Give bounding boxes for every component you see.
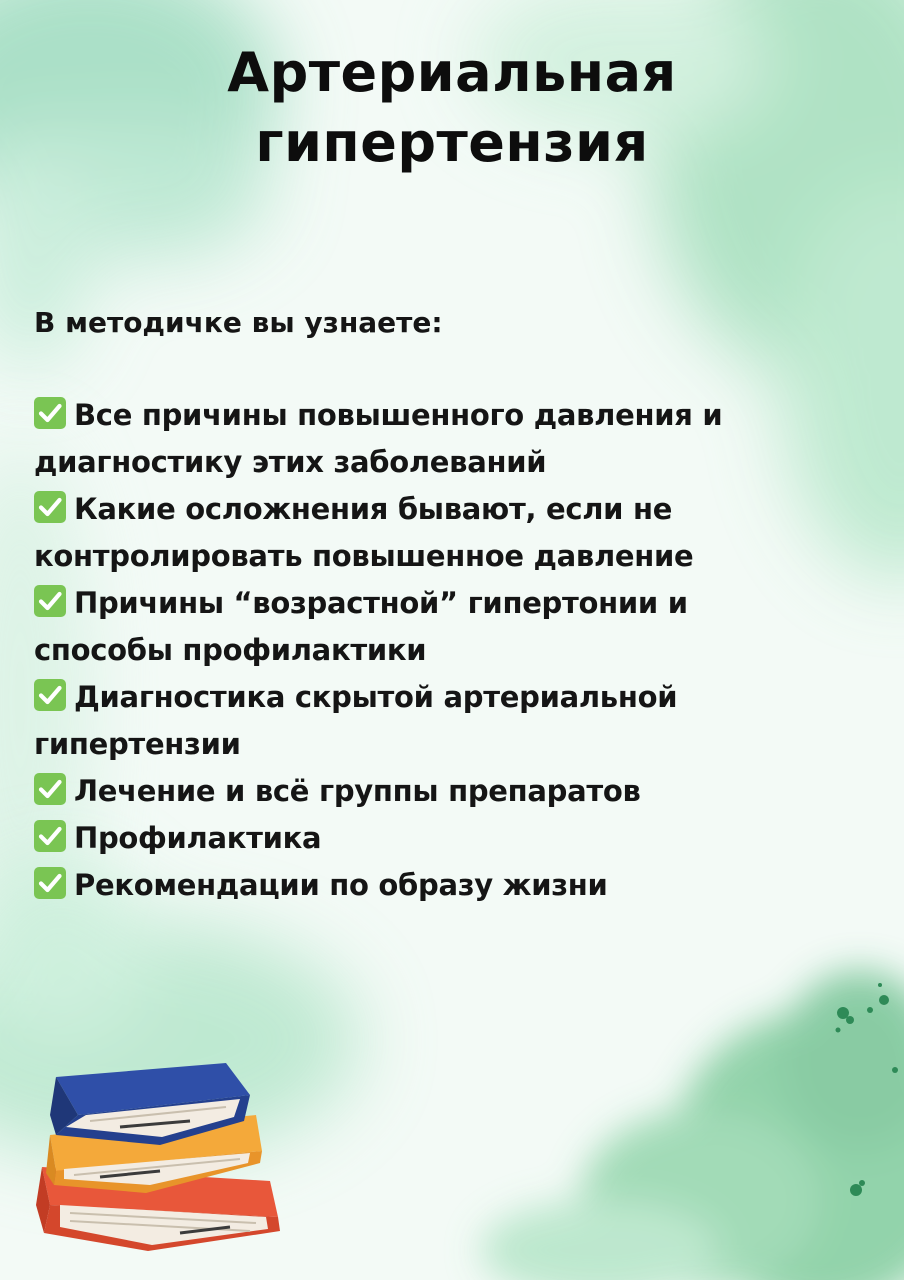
intro-text: В методичке вы узнаете: — [34, 306, 443, 339]
list-item-text-line2: контролировать повышенное давление — [34, 539, 694, 573]
list-item-text-line2: диагностику этих заболеваний — [34, 445, 547, 479]
list-item-text-line1: Причины “возрастной” гипертонии и — [74, 586, 688, 620]
list-item-text-line2: способы профилактики — [34, 633, 427, 667]
list-item — [34, 768, 874, 815]
list-item-text-line1: Все причины повышенного давления и — [74, 398, 723, 432]
check-mark-icon — [34, 773, 66, 805]
list-item-text-line1: Диагностика скрытой артериальной — [74, 680, 678, 714]
check-mark-icon — [34, 491, 66, 523]
list-item — [34, 392, 874, 486]
title-line-2: гипертензия — [255, 111, 649, 174]
check-mark-icon — [34, 679, 66, 711]
list-item-text-line1: Профилактика — [74, 821, 322, 855]
list-item-text-line1: Лечение и всё группы препаратов — [74, 774, 641, 808]
list-item — [34, 862, 874, 909]
topics-list — [34, 392, 874, 909]
list-item — [34, 486, 874, 580]
list-item — [34, 674, 874, 768]
check-mark-icon — [34, 585, 66, 617]
list-item — [34, 815, 874, 862]
list-item-text-line1: Рекомендации по образу жизни — [74, 868, 608, 902]
books-stack-icon — [30, 1055, 290, 1265]
check-mark-icon — [34, 867, 66, 899]
list-item-text-line2: гипертензии — [34, 727, 241, 761]
check-mark-icon — [34, 397, 66, 429]
check-mark-icon — [34, 820, 66, 852]
title-line-1: Артериальная — [227, 41, 677, 104]
list-item — [34, 580, 874, 674]
page-title — [0, 38, 904, 178]
list-item-text-line1: Какие осложнения бывают, если не — [74, 492, 673, 526]
